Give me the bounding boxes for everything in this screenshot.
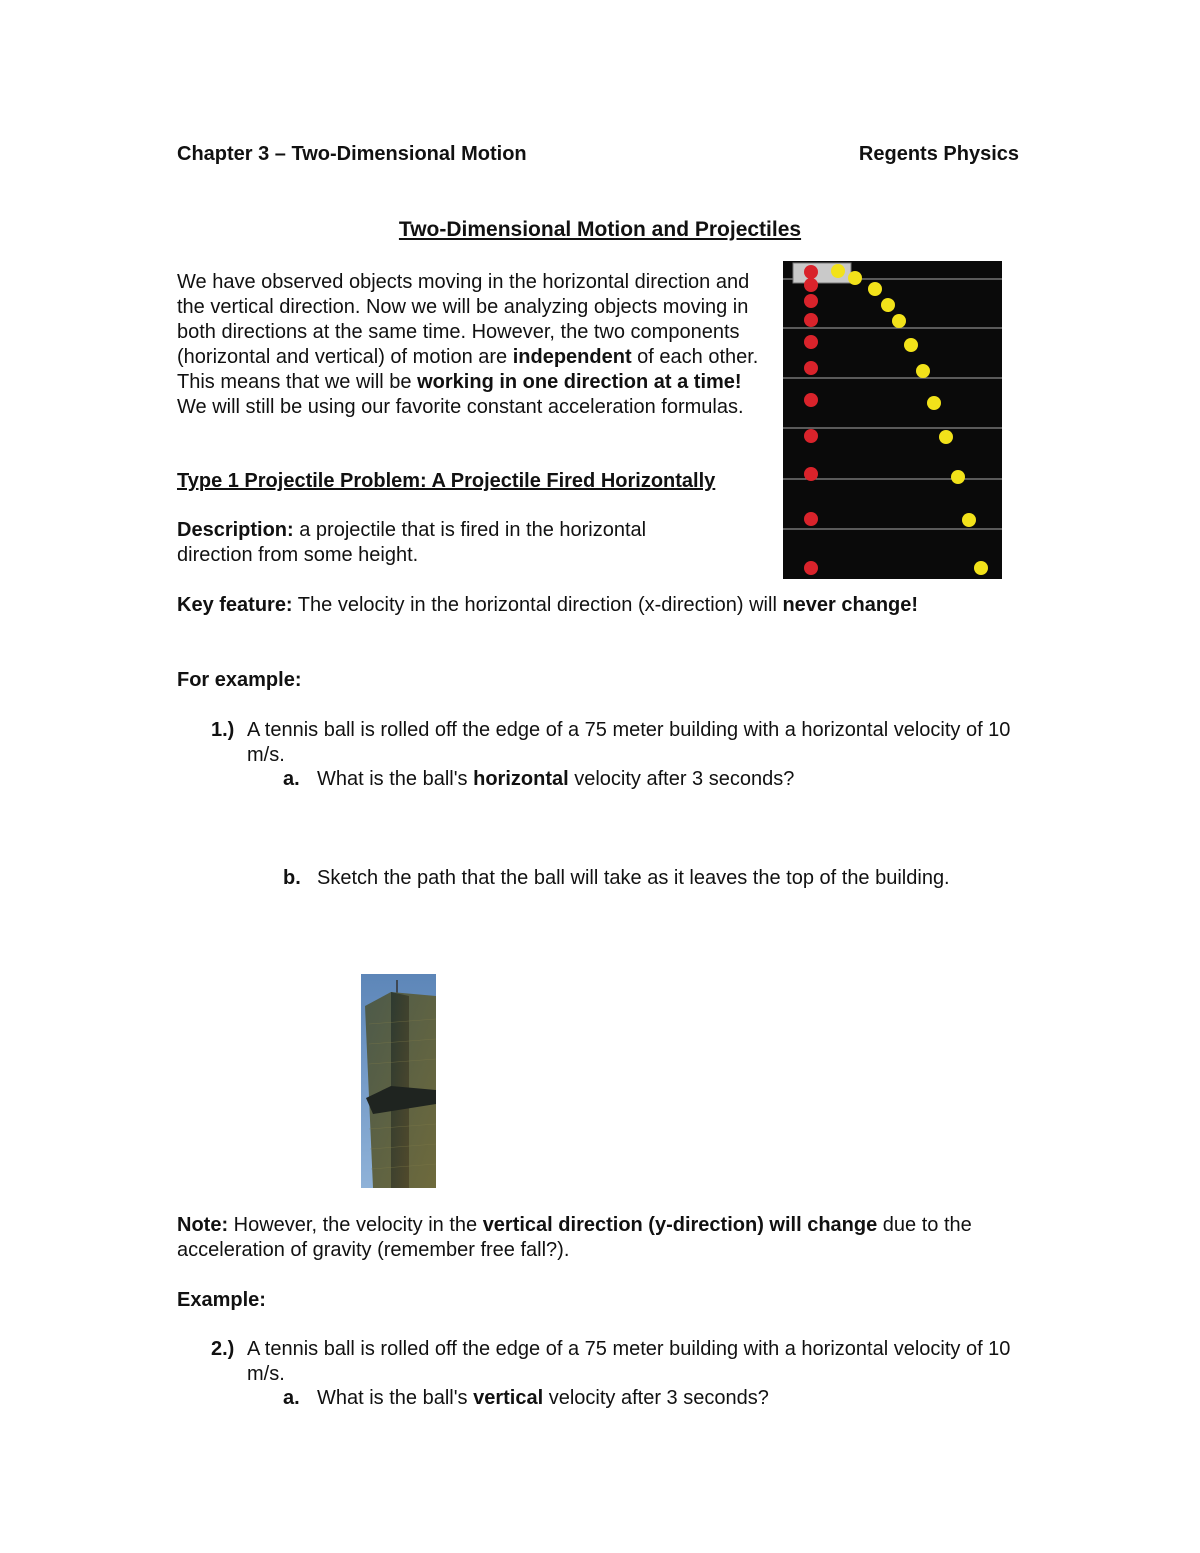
type1-heading: Type 1 Projectile Problem: A Projectile Fired Horizontally [177,470,716,492]
red-ball [804,361,818,375]
red-ball [804,429,818,443]
yellow-ball [881,298,895,312]
yellow-ball [831,264,845,278]
chapter-header: Chapter 3 – Two-Dimensional Motion [177,143,527,165]
yellow-ball [974,561,988,575]
page-title: Two-Dimensional Motion and Projectiles [398,218,802,241]
question-1-text: A tennis ball is rolled off the edge of a 75 meter building with a horizontal velocity of 10 m/s. [247,719,1011,766]
red-ball [804,467,818,481]
yellow-ball [939,430,953,444]
description: Description: a projectile that is fired in the horizontal direction from some height. [177,519,647,566]
for-example-heading: For example: [177,669,302,691]
yellow-ball [951,470,965,484]
yellow-ball [916,364,930,378]
question-2a-letter: a. [283,1387,300,1409]
yellow-ball [927,396,941,410]
red-ball [804,561,818,575]
note-paragraph: Note: However, the velocity in the vertical direction (y-direction) will change due to the acceleration of gravity (remember free fall?). [177,1214,972,1261]
red-ball [804,278,818,292]
red-ball [804,294,818,308]
red-ball [804,265,818,279]
yellow-ball [962,513,976,527]
example-heading: Example: [177,1289,266,1311]
question-1a-text: What is the ball's horizontal velocity after 3 seconds? [317,768,795,790]
key-feature: Key feature: The velocity in the horizontal direction (x-direction) will never change! [177,594,919,616]
question-1-number: 1.) [211,719,235,741]
red-ball [804,335,818,349]
skyscraper-photo [361,974,436,1188]
red-ball [804,313,818,327]
question-2a-text: What is the ball's vertical velocity after 3 seconds? [317,1387,769,1409]
yellow-ball [848,271,862,285]
course-header: Regents Physics [858,143,1019,165]
question-1b-text: Sketch the path that the ball will take as it leaves the top of the building. [317,867,950,889]
yellow-ball [868,282,882,296]
intro-paragraph: We have observed objects moving in the horizontal direction and the vertical direction. Now we will be analyzing objects moving in both directions at the same time. However, the two components (horizontal and vertical) of motion are independent of each other. This means that we will be working in one direction at a time! We will still be using our favorite constant acceleration formulas. [177,271,759,418]
question-2-text: A tennis ball is rolled off the edge of a 75 meter building with a horizontal velocity of 10 m/s. [247,1338,1011,1385]
question-2-number: 2.) [211,1338,235,1360]
question-1b-letter: b. [283,867,301,889]
question-1a-letter: a. [283,768,300,790]
yellow-ball [904,338,918,352]
red-ball [804,512,818,526]
yellow-ball [892,314,906,328]
projectile-strobe-photo [783,261,1002,579]
red-ball [804,393,818,407]
